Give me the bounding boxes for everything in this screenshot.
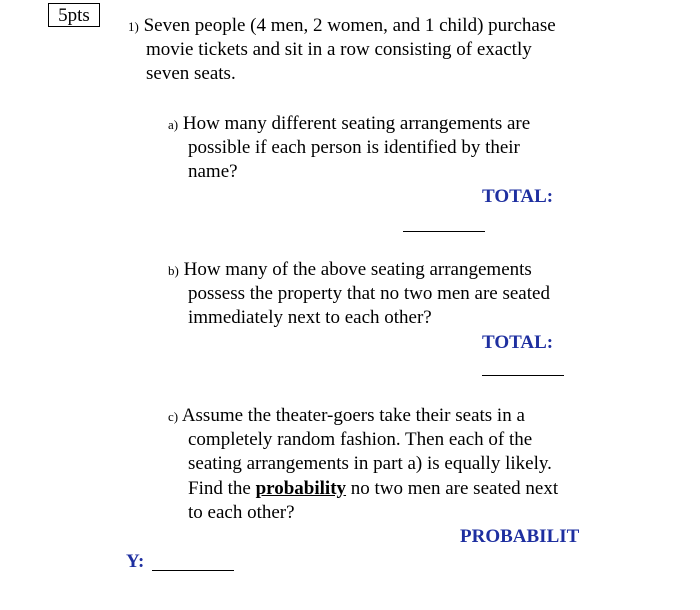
part-c-probability-label-part2: Y:: [126, 551, 145, 572]
part-c-line-4-before: Find the: [188, 478, 251, 499]
part-a-total-label: TOTAL:: [482, 186, 554, 207]
part-c-answer-blank[interactable]: [152, 570, 234, 571]
part-c-line-4-after: no two men are seated next: [350, 478, 559, 499]
part-a-text-line-3: name?: [188, 161, 238, 182]
part-a-answer-blank[interactable]: [403, 231, 485, 232]
part-c-text-line-4: [188, 477, 558, 501]
part-b-total-label: TOTAL:: [482, 332, 554, 353]
part-c-text-line-1: Assume the theater-goers take their seats in a: [181, 405, 525, 426]
part-b-text-line-3: immediately next to each other?: [188, 307, 432, 328]
part-b-text-line-2: possess the property that no two men are seated: [188, 283, 550, 304]
part-c-line-1: [168, 404, 525, 429]
part-c-probability-label-part1: PROBABILIT: [460, 526, 580, 547]
part-c-text-line-5: to each other?: [188, 502, 295, 523]
points-badge: 5pts: [48, 3, 100, 27]
part-a-line-1: [168, 112, 530, 137]
part-b-text-line-1: How many of the above seating arrangements: [183, 259, 532, 280]
question-1-line-1: [128, 14, 556, 39]
part-a-text-line-2: possible if each person is identified by their: [188, 137, 520, 158]
question-number: 1): [128, 19, 139, 34]
part-a-text-line-1: How many different seating arrangements are: [182, 113, 531, 134]
question-text-line-2: movie tickets and sit in a row consisting of exactly: [146, 39, 532, 60]
part-b-answer-blank[interactable]: [482, 375, 564, 376]
question-text-line-3: seven seats.: [146, 63, 236, 84]
part-c-text-line-2: completely random fashion. Then each of the: [188, 429, 533, 450]
probability-emphasis: probability: [255, 478, 347, 499]
part-a-label: a): [168, 117, 179, 132]
part-c-text-line-3: seating arrangements in part a) is equally likely.: [188, 453, 552, 474]
part-b-label: b): [168, 263, 179, 278]
part-c-label: c): [168, 409, 179, 424]
question-text-line-1: Seven people (4 men, 2 women, and 1 child) purchase: [143, 15, 556, 36]
part-b-line-1: [168, 258, 532, 283]
